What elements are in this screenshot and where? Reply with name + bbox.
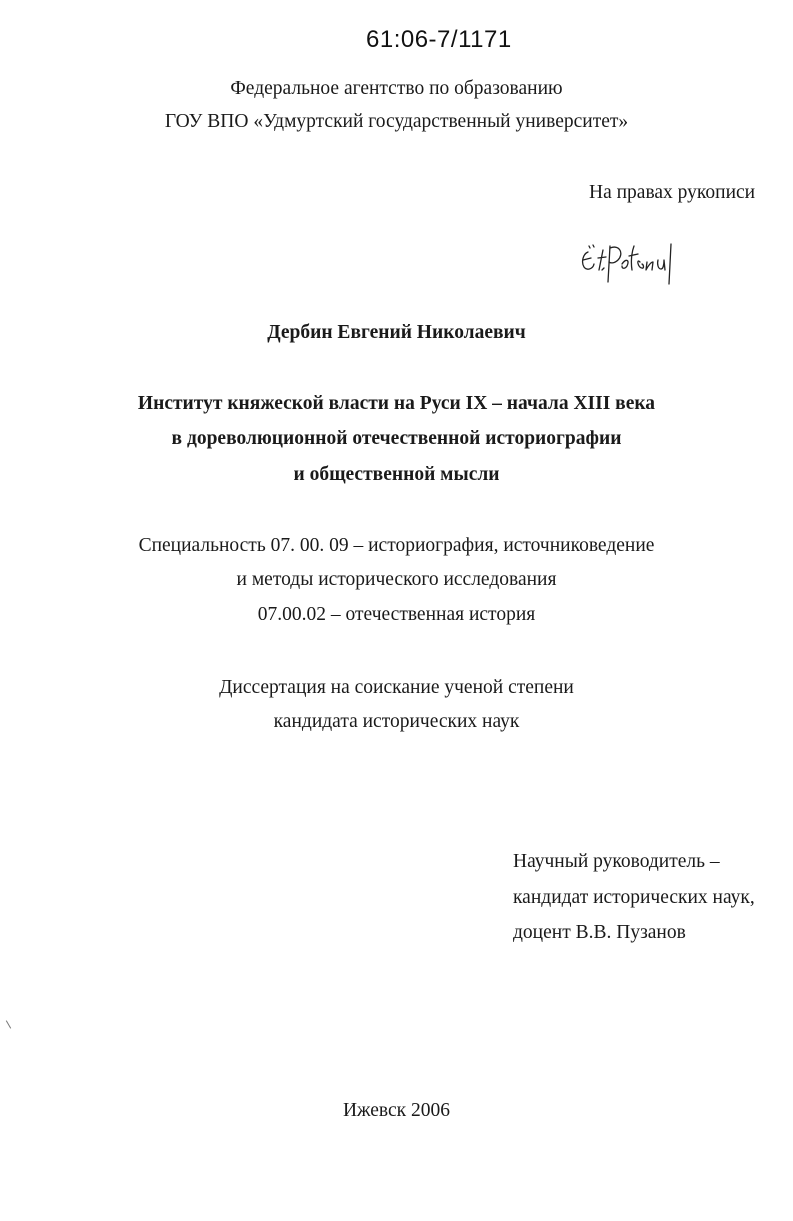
specialty-line3: 07.00.02 – отечественная история	[257, 604, 536, 625]
supervisor-role: Научный руководитель –	[513, 851, 720, 872]
dissertation-title-line3: и общественной мысли	[293, 464, 500, 485]
agency-name: Федеральное агентство по образованию	[230, 78, 563, 99]
archive-stamp-code: 61:06-7/1171	[366, 26, 512, 53]
author-name: Дербин Евгений Николаевич	[267, 322, 526, 343]
specialty-line1: Специальность 07. 00. 09 – историография, источниковедение	[138, 535, 655, 556]
dissertation-title-line1: Институт княжеской власти на Руси IX – начала XIII века	[137, 393, 656, 414]
rights-note: На правах рукописи	[589, 182, 756, 203]
university-name: ГОУ ВПО «Удмуртский государственный университет»	[164, 111, 629, 132]
supervisor-name: доцент В.В. Пузанов	[513, 922, 686, 943]
supervisor-degree: кандидат исторических наук,	[513, 887, 755, 908]
scan-speck	[6, 1020, 11, 1028]
dissertation-title-line2: в дореволюционной отечественной историографии	[171, 428, 622, 449]
degree-line1: Диссертация на соискание ученой степени	[219, 677, 574, 698]
specialty-line2: и методы исторического исследования	[236, 569, 557, 590]
degree-line2: кандидата исторических наук	[273, 711, 520, 732]
city-year: Ижевск 2006	[342, 1100, 451, 1121]
author-signature	[574, 236, 690, 288]
